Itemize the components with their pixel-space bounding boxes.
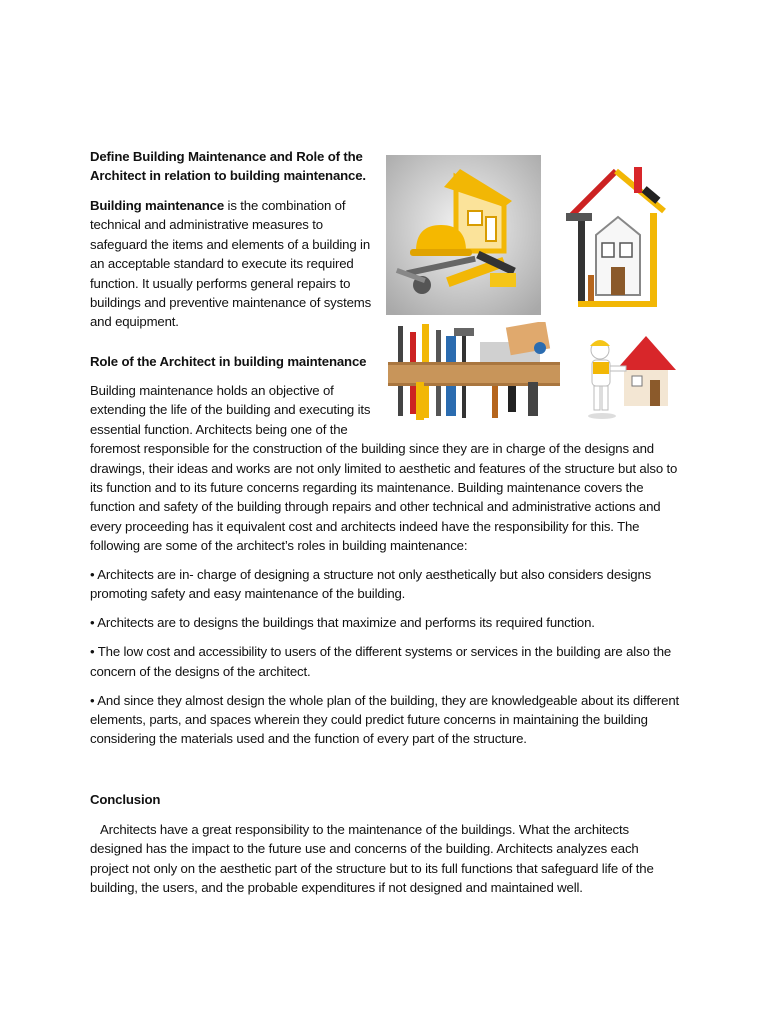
house-hardhat-image bbox=[386, 155, 541, 315]
definition-text: is the combination of technical and administrative measures to safeguard the items and elements of a building in an acceptable standard to execute its required function. It usually performs general repairs to buildings and preventive maintenance of systems and equipment. bbox=[90, 198, 372, 330]
role-bullet-list bbox=[90, 565, 680, 758]
section-heading-role: Role of the Architect in building maintenance bbox=[90, 354, 367, 369]
list-item: • Architects are to designs the buildings that maximize and performs its required function. bbox=[90, 615, 595, 631]
section-heading-conclusion: Conclusion bbox=[90, 792, 161, 807]
list-item: • And since they almost design the whole plan of the building, they are knowledgeable about its different elements, parts, and spaces wherein they could predict future concerns in maintaining the building considering the materials used and the function of every part of the structure. bbox=[90, 692, 680, 747]
tool-house-image bbox=[556, 155, 676, 315]
worker-house-image bbox=[578, 322, 678, 422]
section-heading-definition: Define Building Maintenance and Role of the Architect in relation to building maintenance. bbox=[90, 149, 366, 184]
role-text: Building maintenance holds an objective of extending the life of the building and executing its essential function. Architects being one of the foremost responsible for the construction of the building since they are in charge of the designs and drawings, their ideas and works are not only limited to aesthetic and features of the structure but also to its function and to its future concerns regarding its maintenance. Building maintenance covers the function and safety of the building through repairs and other technical and administrative actions and every proceeding has it equivalent cost and architects indeed have the responsibility for this. The following are some of the architect’s roles in building maintenance: bbox=[90, 383, 678, 554]
list-item: • Architects are in- charge of designing a structure not only aesthetically but also considers designs promoting safety and easy maintenance of the building. bbox=[90, 567, 652, 602]
definition-term: Building maintenance bbox=[90, 198, 225, 213]
conclusion-paragraph: Architects have a great responsibility to the maintenance of the buildings. What the architects designed has the impact to the future use and concerns of the building. Architects analyzes each project not only on the aesthetic part of the structure but to its full functions that safeguard life of the building, the users, and the probable expenditures if not designed and maintained well. bbox=[90, 822, 654, 896]
tools-plank-image bbox=[388, 322, 560, 422]
list-item: • The low cost and accessibility to users of the different systems or services in the building are also the concern of the designs of the architect. bbox=[90, 644, 672, 679]
definition-paragraph bbox=[90, 196, 382, 332]
